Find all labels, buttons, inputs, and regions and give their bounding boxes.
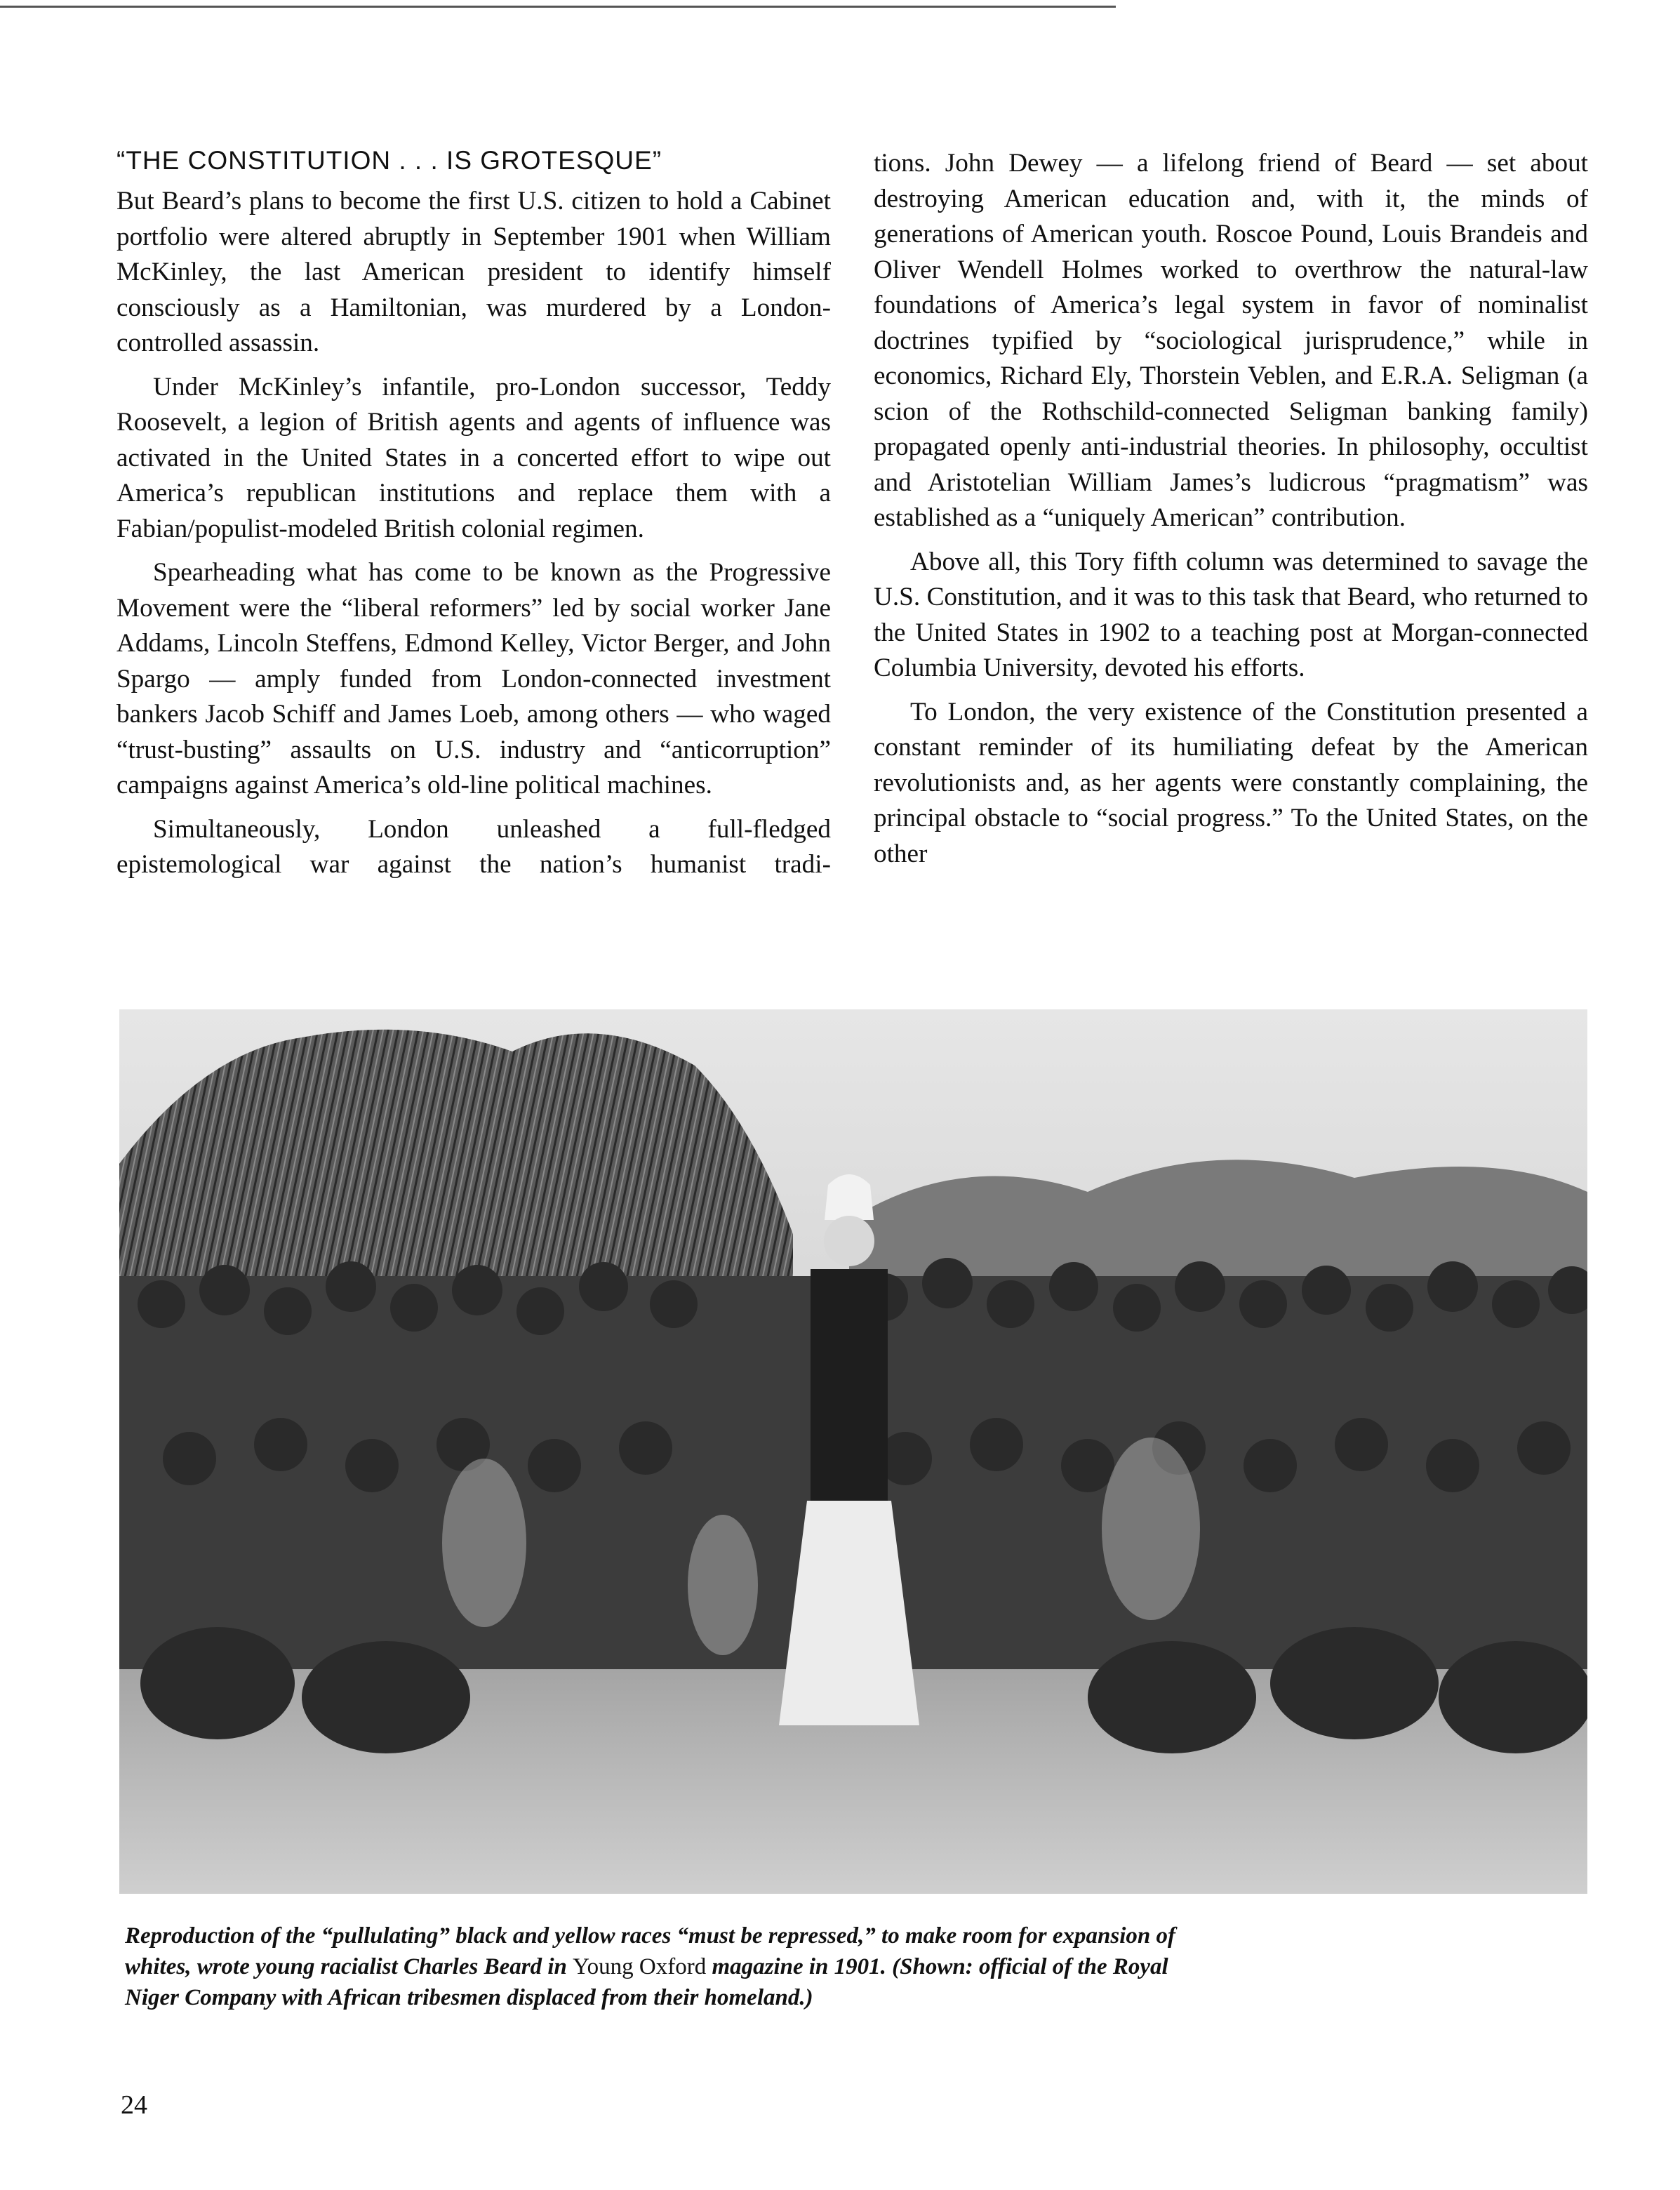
photo-illustration	[119, 1009, 1587, 1894]
page-number: 24	[121, 2090, 147, 2120]
paragraph: tions. John Dewey — a lifelong friend of Beard — set about destroying American education and, with it, the minds of generations of American youth. Roscoe Pound, Louis Brandeis and Oliver Wendell Holmes worked to overthrow the natural-law foundations of America’s legal system in favor of nominalist doctrines typified by “sociological jurisprudence,” while in economics, Richard Ely, Thorstein Veblen, and E.R.A. Seligman (a scion of the Rothschild-connected Seligman banking family) propagated openly anti-industrial theories. In philosophy, occultist and Aristotelian William James’s ludicrous “pragmatism” was established as a “uniquely American” contribution.	[874, 149, 1588, 532]
paragraph: To London, the very existence of the Constitution presented a constant reminder of its humiliating defeat by the American revolutionists and, as her agents were constantly complaining, the principal obstacle to “social progress.” To the United States, on the other	[874, 697, 1588, 868]
paragraph: Above all, this Tory fifth column was determined to savage the U.S. Constitution, and it was to this task that Beard, who returned to the United States in 1902 to a teaching post at Morgan-connected Columbia University, devoted his efforts.	[874, 547, 1588, 682]
paragraph: Spearheading what has come to be known as the Progressive Movement were the “liberal reformers” led by social worker Jane Addams, Lincoln Steffens, Edmond Kelley, Victor Berger, and John Spargo — amply funded from London-connected investment bankers Jacob Schiff and James Loeb, among others — who waged “trust-busting” assaults on U.S. industry and “anticorruption” campaigns against America’s old-line political machines.	[116, 558, 831, 799]
right-column	[874, 146, 1588, 880]
caption-magazine-title: Young Oxford	[573, 1954, 707, 1979]
photo-caption	[125, 1920, 1206, 2013]
historical-group-photo	[119, 1009, 1587, 1894]
caption-text: magazine in 1901. (Shown: official of the Royal Niger Company with African tribesmen displaced from their homeland.)	[125, 1954, 1168, 2010]
paragraph: Under McKinley’s infantile, pro-London successor, Teddy Roosevelt, a legion of British agents and agents of influence was activated in the United States in a concerted effort to wipe out America’s republican institutions and replace them with a Fabian/populist-modeled British colonial regimen.	[116, 372, 831, 543]
left-column	[116, 143, 831, 891]
section-heading: “THE CONSTITUTION . . . IS GROTESQUE”	[116, 146, 662, 175]
paragraph: But Beard’s plans to become the first U.S. citizen to hold a Cabinet portfolio were altered abruptly in September 1901 when William McKinley, the last American president to identify himself consciously as a Hamiltonian, was murdered by a London-controlled assassin.	[116, 187, 831, 357]
paragraph: Simultaneously, London unleashed a full-fledged epistemological war against the nation’s humanist tradi-	[116, 814, 831, 879]
caption-text: Reproduction of the “pullulating” black and yellow races “must be repressed,” to make room for expansion of whites, wrote young racialist Charles Beard in	[125, 1923, 1175, 1979]
top-rule	[0, 6, 1116, 8]
